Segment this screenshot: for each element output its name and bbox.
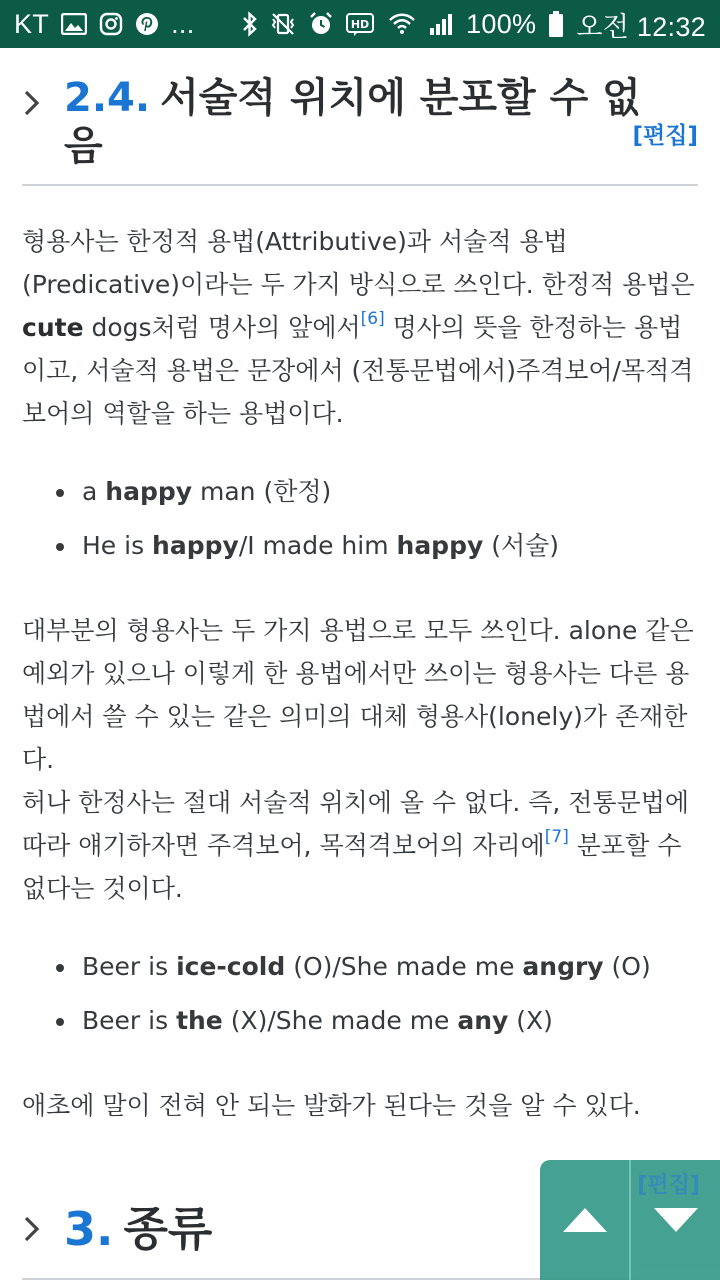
status-left bbox=[14, 9, 195, 40]
image-icon bbox=[61, 13, 87, 35]
text-segment: Beer is bbox=[82, 1006, 177, 1035]
text-segment: (O) bbox=[603, 952, 651, 981]
bold-term: happy bbox=[396, 531, 484, 560]
list-item bbox=[48, 519, 698, 573]
edit-link[interactable]: [편집] bbox=[637, 1173, 700, 1198]
section-heading-2-4[interactable] bbox=[22, 48, 698, 186]
bold-term: angry bbox=[522, 952, 604, 981]
status-right bbox=[242, 5, 706, 44]
article-content bbox=[22, 48, 698, 1127]
chevron-right-icon[interactable] bbox=[22, 76, 58, 130]
paragraph-conclusion: 애초에 말이 전혀 안 되는 발화가 된다는 것을 알 수 있다. bbox=[22, 1091, 641, 1120]
bold-term: happy bbox=[152, 531, 239, 560]
bold-term: happy bbox=[105, 477, 193, 506]
section-title-text: 서술적 위치에 분포할 수 없음 bbox=[64, 75, 641, 169]
wifi-icon bbox=[388, 12, 416, 36]
text-segment: 허나 한정사는 절대 서술적 위치에 올 수 없다. 즉, 전통문법에 따라 얘기하자면 주격보어, 목적격보어의 자리에 bbox=[22, 788, 690, 860]
text-segment: man (한정) bbox=[192, 477, 332, 506]
paragraph-usage bbox=[22, 220, 698, 435]
floating-scroll-controls bbox=[540, 1160, 720, 1280]
section-number[interactable]: 3. bbox=[64, 1202, 114, 1256]
status-bar bbox=[0, 0, 720, 48]
example-list-2 bbox=[22, 940, 698, 1048]
more-notifications: ... bbox=[171, 8, 195, 39]
text-segment: 형용사는 한정적 용법(Attributive)과 서술적 용법(Predicative)이라는 두 가지 방식으로 쓰인다. 한정적 용법은 bbox=[22, 227, 695, 299]
hd-icon bbox=[346, 12, 376, 36]
battery-icon bbox=[548, 10, 564, 38]
text-segment: (X) bbox=[508, 1006, 553, 1035]
list-item bbox=[48, 994, 698, 1048]
bold-term: ice-cold bbox=[176, 952, 286, 981]
pinterest-icon bbox=[135, 12, 159, 36]
text-segment: (O)/She made me bbox=[285, 952, 523, 981]
list-item bbox=[48, 940, 698, 994]
carrier-label: KT bbox=[14, 8, 50, 39]
bluetooth-icon bbox=[242, 11, 258, 37]
svg-text:HD: HD bbox=[350, 18, 370, 31]
text-segment: 대부분의 형용사는 두 가지 용법으로 모두 쓰인다. alone 같은 예외가 있으나 이렇게 한 용법에서만 쓰이는 형용사는 다른 용법에서 쓸 수 있는 같은 의미의 대체 형용사(lonely)가 존재한다. bbox=[22, 616, 694, 774]
text-segment: 명사의 뜻을 한정하는 용법이고, 서술적 용법은 문장에서 (전통문법에서)주격보어/목적격보어의 역할을 하는 용법이다. bbox=[22, 313, 694, 428]
section-title bbox=[64, 1200, 212, 1258]
section-title-text: 종류 bbox=[123, 1202, 213, 1256]
bold-term: any bbox=[457, 1006, 509, 1035]
text-segment: dogs처럼 명사의 앞에서 bbox=[83, 313, 361, 342]
arrow-down-icon bbox=[651, 1205, 701, 1235]
paragraph-exceptions bbox=[22, 609, 698, 910]
text-segment: a bbox=[82, 477, 106, 506]
scroll-up-button[interactable] bbox=[540, 1160, 629, 1280]
footnote-link-6[interactable]: [6] bbox=[360, 309, 385, 329]
list-item bbox=[48, 465, 698, 519]
text-segment: 분포할 수 없다는 것이다. bbox=[22, 831, 682, 903]
signal-icon bbox=[428, 12, 454, 36]
text-segment: Beer is bbox=[82, 952, 177, 981]
alarm-icon bbox=[308, 11, 334, 37]
text-segment: /I made him bbox=[238, 531, 397, 560]
text-segment: He is bbox=[82, 531, 153, 560]
text-segment: (X)/She made me bbox=[222, 1006, 458, 1035]
instagram-icon bbox=[99, 12, 123, 36]
section-title bbox=[64, 74, 664, 170]
heading-line bbox=[22, 74, 698, 170]
chevron-right-icon[interactable] bbox=[22, 1202, 58, 1256]
arrow-up-icon bbox=[560, 1205, 610, 1235]
vibrate-icon bbox=[270, 11, 296, 37]
section-number[interactable]: 2.4. bbox=[64, 75, 151, 121]
clock: 오전 12:32 bbox=[576, 11, 706, 42]
bold-term: the bbox=[176, 1006, 223, 1035]
edit-link[interactable]: [편집] bbox=[632, 123, 698, 149]
example-list-1 bbox=[22, 465, 698, 573]
battery-percent: 100% bbox=[466, 8, 537, 39]
footnote-link-7[interactable]: [7] bbox=[544, 827, 569, 847]
bold-term: cute bbox=[22, 313, 84, 342]
text-segment: (서술) bbox=[483, 531, 560, 560]
